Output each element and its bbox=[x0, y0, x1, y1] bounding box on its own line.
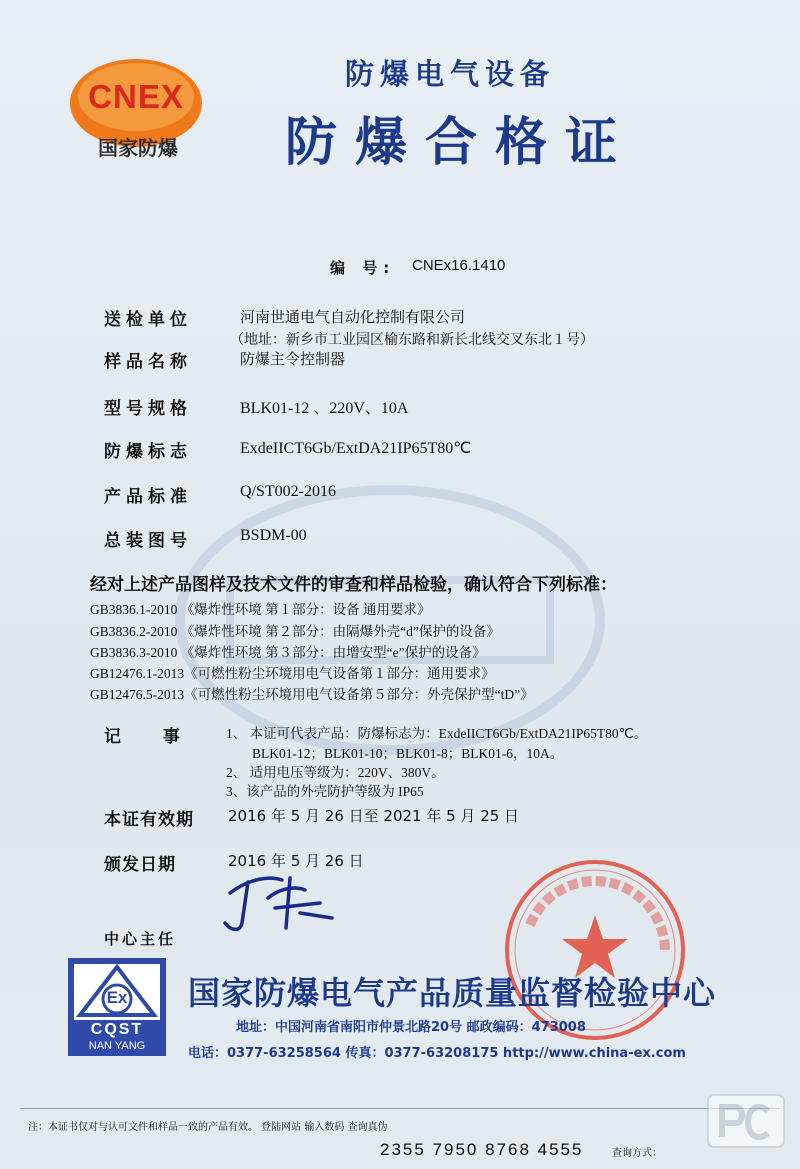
notes-line: 3、该产品的外壳防护等级为 IP65 bbox=[226, 784, 424, 799]
ex-mark-text: Ex bbox=[106, 988, 128, 1007]
product-standard-value: Q/ST002-2016 bbox=[240, 483, 336, 500]
director-signature bbox=[220, 868, 340, 938]
sample-label: 样品名称 bbox=[104, 352, 192, 372]
title-subline: 防爆电气设备 bbox=[344, 57, 555, 91]
cqst-name: CQST bbox=[90, 1021, 144, 1038]
issue-date-value: 2016 年 5 月 26 日 bbox=[228, 852, 364, 870]
footer-divider bbox=[20, 1108, 780, 1109]
standard-item: GB12476.1-2013《可燃性粉尘环境用电气设备第１部分：通用要求》 bbox=[90, 666, 495, 681]
number-label: 编 号: bbox=[330, 259, 396, 277]
drawing-label: 总装图号 bbox=[104, 531, 192, 551]
cqst-logo-panel bbox=[74, 964, 160, 1020]
product-standard-label: 产品标准 bbox=[104, 487, 192, 507]
page-title: 防爆合格证 bbox=[284, 113, 635, 173]
organization-contact: 电话：0377-63258564 传真：0377-63208175 http://www.china-ex.com bbox=[188, 1046, 686, 1061]
standard-item: GB3836.1-2010 《爆炸性环境 第１部分：设备 通用要求》 bbox=[90, 602, 431, 617]
cnex-logo-subtitle: 国家防爆 bbox=[98, 136, 178, 160]
organization-name: 国家防爆电气产品质量监督检验中心 bbox=[188, 974, 717, 1012]
applicant-label: 送检单位 bbox=[104, 310, 192, 330]
standard-item: GB12476.5-2013《可燃性粉尘环境用电气设备第５部分：外壳保护型“tD”》 bbox=[90, 687, 534, 702]
organization-address: 地址：中国河南省南阳市仲景北路20号 邮政编码：473008 bbox=[236, 1020, 586, 1035]
standard-item: GB3836.3-2010 《爆炸性环境 第３部分：由增安型“e”保护的设备》 bbox=[90, 645, 486, 660]
issue-date-label: 颁发日期 bbox=[104, 855, 176, 875]
applicant-value: 河南世通电气自动化控制有限公司 bbox=[240, 308, 466, 326]
notes-label: 记 事 bbox=[104, 727, 198, 747]
director-label: 中心主任 bbox=[104, 930, 177, 948]
notes-line: BLK01-12；BLK01-10；BLK01-8；BLK01-6，10A。 bbox=[252, 746, 564, 761]
footer-query-label: 查询方式： bbox=[612, 1148, 662, 1159]
cqst-logo bbox=[68, 958, 166, 1056]
model-value: BLK01-12 、220V、10A bbox=[240, 400, 409, 417]
marking-value: ExdeIICT6Gb/ExtDA21IP65T80℃ bbox=[240, 440, 472, 457]
standard-item: GB3836.2-2010 《爆炸性环境 第２部分：由隔爆外壳“d”保护的设备》 bbox=[90, 624, 500, 639]
drawing-value: BSDM-00 bbox=[240, 527, 307, 544]
footer-verification-code: 2355 7950 8768 4555 bbox=[380, 1140, 584, 1159]
notes-line: 2、 适用电压等级为：220V、380V。 bbox=[226, 765, 445, 780]
corner-watermark-icon bbox=[706, 1093, 786, 1149]
validity-value: 2016 年 5 月 26 日至 2021 年 5 月 25 日 bbox=[228, 807, 520, 825]
applicant-address: （地址：新乡市工业园区榆东路和新长北线交叉东北１号） bbox=[230, 332, 594, 348]
footer-note: 注：本证书仅对与认可文件和样品一致的产品有效。 登陆网站 输入数码 查询真伪 bbox=[28, 1122, 388, 1133]
sample-value: 防爆主令控制器 bbox=[240, 350, 346, 368]
validity-label: 本证有效期 bbox=[104, 810, 194, 830]
standards-header: 经对上述产品图样及技术文件的审查和样品检验，确认符合下列标准： bbox=[90, 575, 617, 595]
number-value: CNEx16.1410 bbox=[412, 257, 506, 274]
model-label: 型号规格 bbox=[104, 399, 192, 419]
cnex-logo-text: CNEX bbox=[88, 78, 184, 115]
marking-label: 防爆标志 bbox=[104, 442, 192, 462]
cqst-city: NAN YANG bbox=[88, 1040, 146, 1052]
notes-line: 1、 本证可代表产品：防爆标志为：ExdeIICT6Gb/ExtDA21IP65T80℃。 bbox=[226, 726, 648, 741]
